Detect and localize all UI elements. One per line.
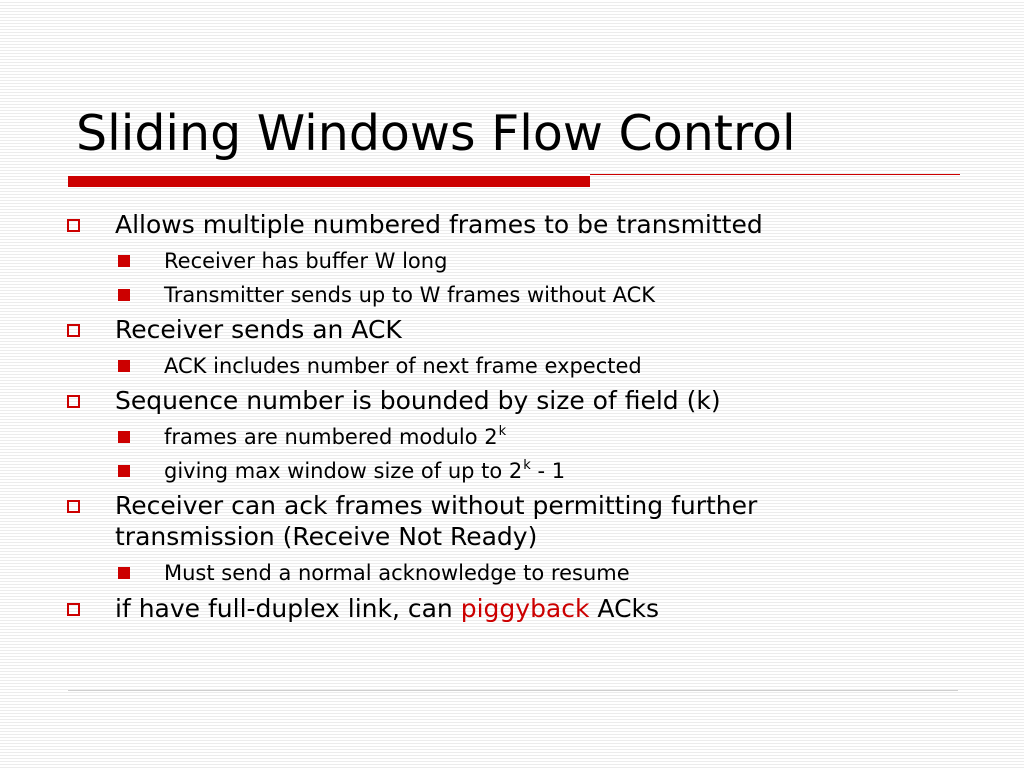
sub-bullet-item [164, 423, 506, 451]
title-underline-thin [590, 174, 960, 175]
slide-title: Sliding Windows Flow Control [76, 105, 796, 162]
bullet-item-line-2: transmission (Receive Not Ready) [115, 522, 538, 551]
bullet-item-line-1: Receiver can ack frames without permitting further [115, 491, 758, 520]
hollow-square-bullet-icon [67, 500, 80, 513]
hollow-square-bullet-icon [67, 603, 80, 616]
hollow-square-bullet-icon [67, 219, 80, 232]
bullet-item: Receiver sends an ACK [115, 315, 402, 344]
sub-bullet-item: Must send a normal acknowledge to resume [164, 561, 630, 585]
filled-square-bullet-icon [118, 465, 130, 477]
filled-square-bullet-icon [118, 567, 130, 579]
filled-square-bullet-icon [118, 255, 130, 267]
filled-square-bullet-icon [118, 431, 130, 443]
sub-bullet-text: frames are numbered modulo 2 [164, 425, 498, 449]
bullet-text-suffix: ACks [589, 594, 660, 623]
sub-bullet-item [164, 457, 565, 485]
hollow-square-bullet-icon [67, 395, 80, 408]
footer-divider [68, 690, 958, 691]
bullet-item [115, 593, 659, 625]
sub-bullet-item: ACK includes number of next frame expected [164, 354, 642, 378]
bullet-item: Sequence number is bounded by size of field (k) [115, 386, 721, 415]
bullet-text: if have full-duplex link, can [115, 594, 461, 623]
filled-square-bullet-icon [118, 360, 130, 372]
hollow-square-bullet-icon [67, 324, 80, 337]
superscript-k: k [523, 458, 531, 473]
filled-square-bullet-icon [118, 289, 130, 301]
bullet-item: Allows multiple numbered frames to be transmitted [115, 210, 763, 239]
sub-bullet-item: Transmitter sends up to W frames without ACK [164, 283, 656, 307]
sub-bullet-text-suffix: - 1 [530, 459, 566, 483]
sub-bullet-text: giving max window size of up to 2 [164, 459, 523, 483]
sub-bullet-item: Receiver has buffer W long [164, 249, 448, 273]
highlighted-term: piggyback [460, 594, 590, 623]
superscript-k: k [498, 424, 507, 439]
title-underline-thick [68, 176, 590, 187]
